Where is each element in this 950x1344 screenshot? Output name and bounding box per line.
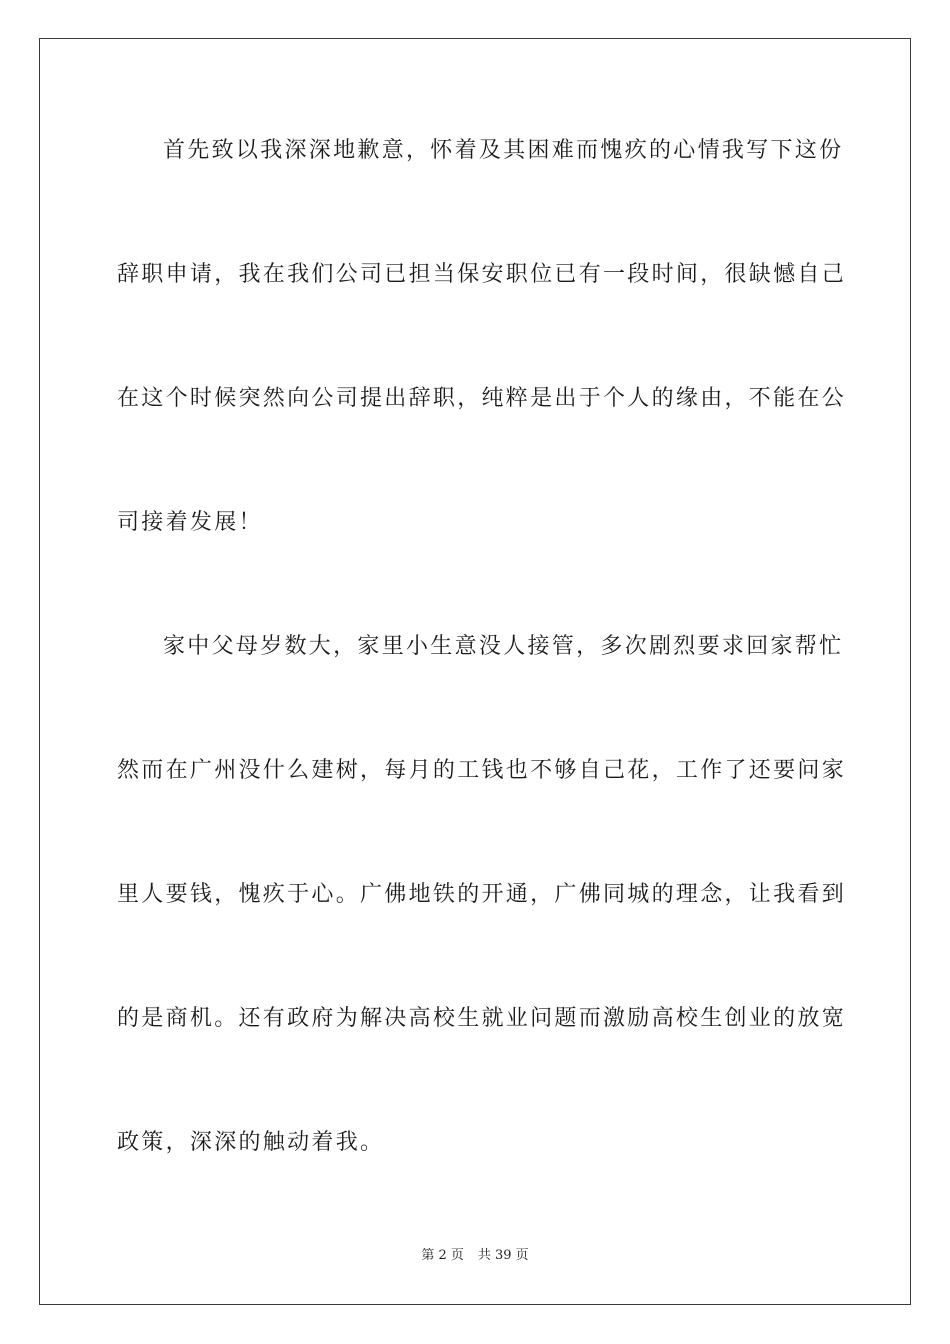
paragraph-2-line-3: 里人要钱，愧疚于心。广佛地铁的开通，广佛同城的理念，让我看到 (117, 882, 847, 907)
paragraph-1-line-4: 司接着发展！ (117, 510, 263, 535)
page-footer (0, 1247, 950, 1265)
paragraph-1-line-3: 在这个时候突然向公司提出辞职，纯粹是出于个人的缘由，不能在公 (117, 386, 847, 411)
paragraph-2-line-1: 家中父母岁数大，家里小生意没人接管，多次剧烈要求回家帮忙 (163, 634, 844, 659)
paragraph-2-line-4: 的是商机。还有政府为解决高校生就业问题而激励高校生创业的放宽 (117, 1006, 847, 1031)
paragraph-1-line-2: 辞职申请，我在我们公司已担当保安职位已有一段时间，很缺憾自己 (117, 262, 847, 287)
paragraph-2-line-5: 政策，深深的触动着我。 (117, 1130, 385, 1155)
paragraph-1-line-1: 首先致以我深深地歉意，怀着及其困难而愧疚的心情我写下这份 (163, 138, 844, 163)
page-number: 第 2 页 (421, 1248, 464, 1263)
total-pages: 共 39 页 (477, 1248, 529, 1263)
paragraph-2-line-2: 然而在广州没什么建树，每月的工钱也不够自己花，工作了还要问家 (117, 758, 847, 783)
page-border (39, 38, 911, 1305)
